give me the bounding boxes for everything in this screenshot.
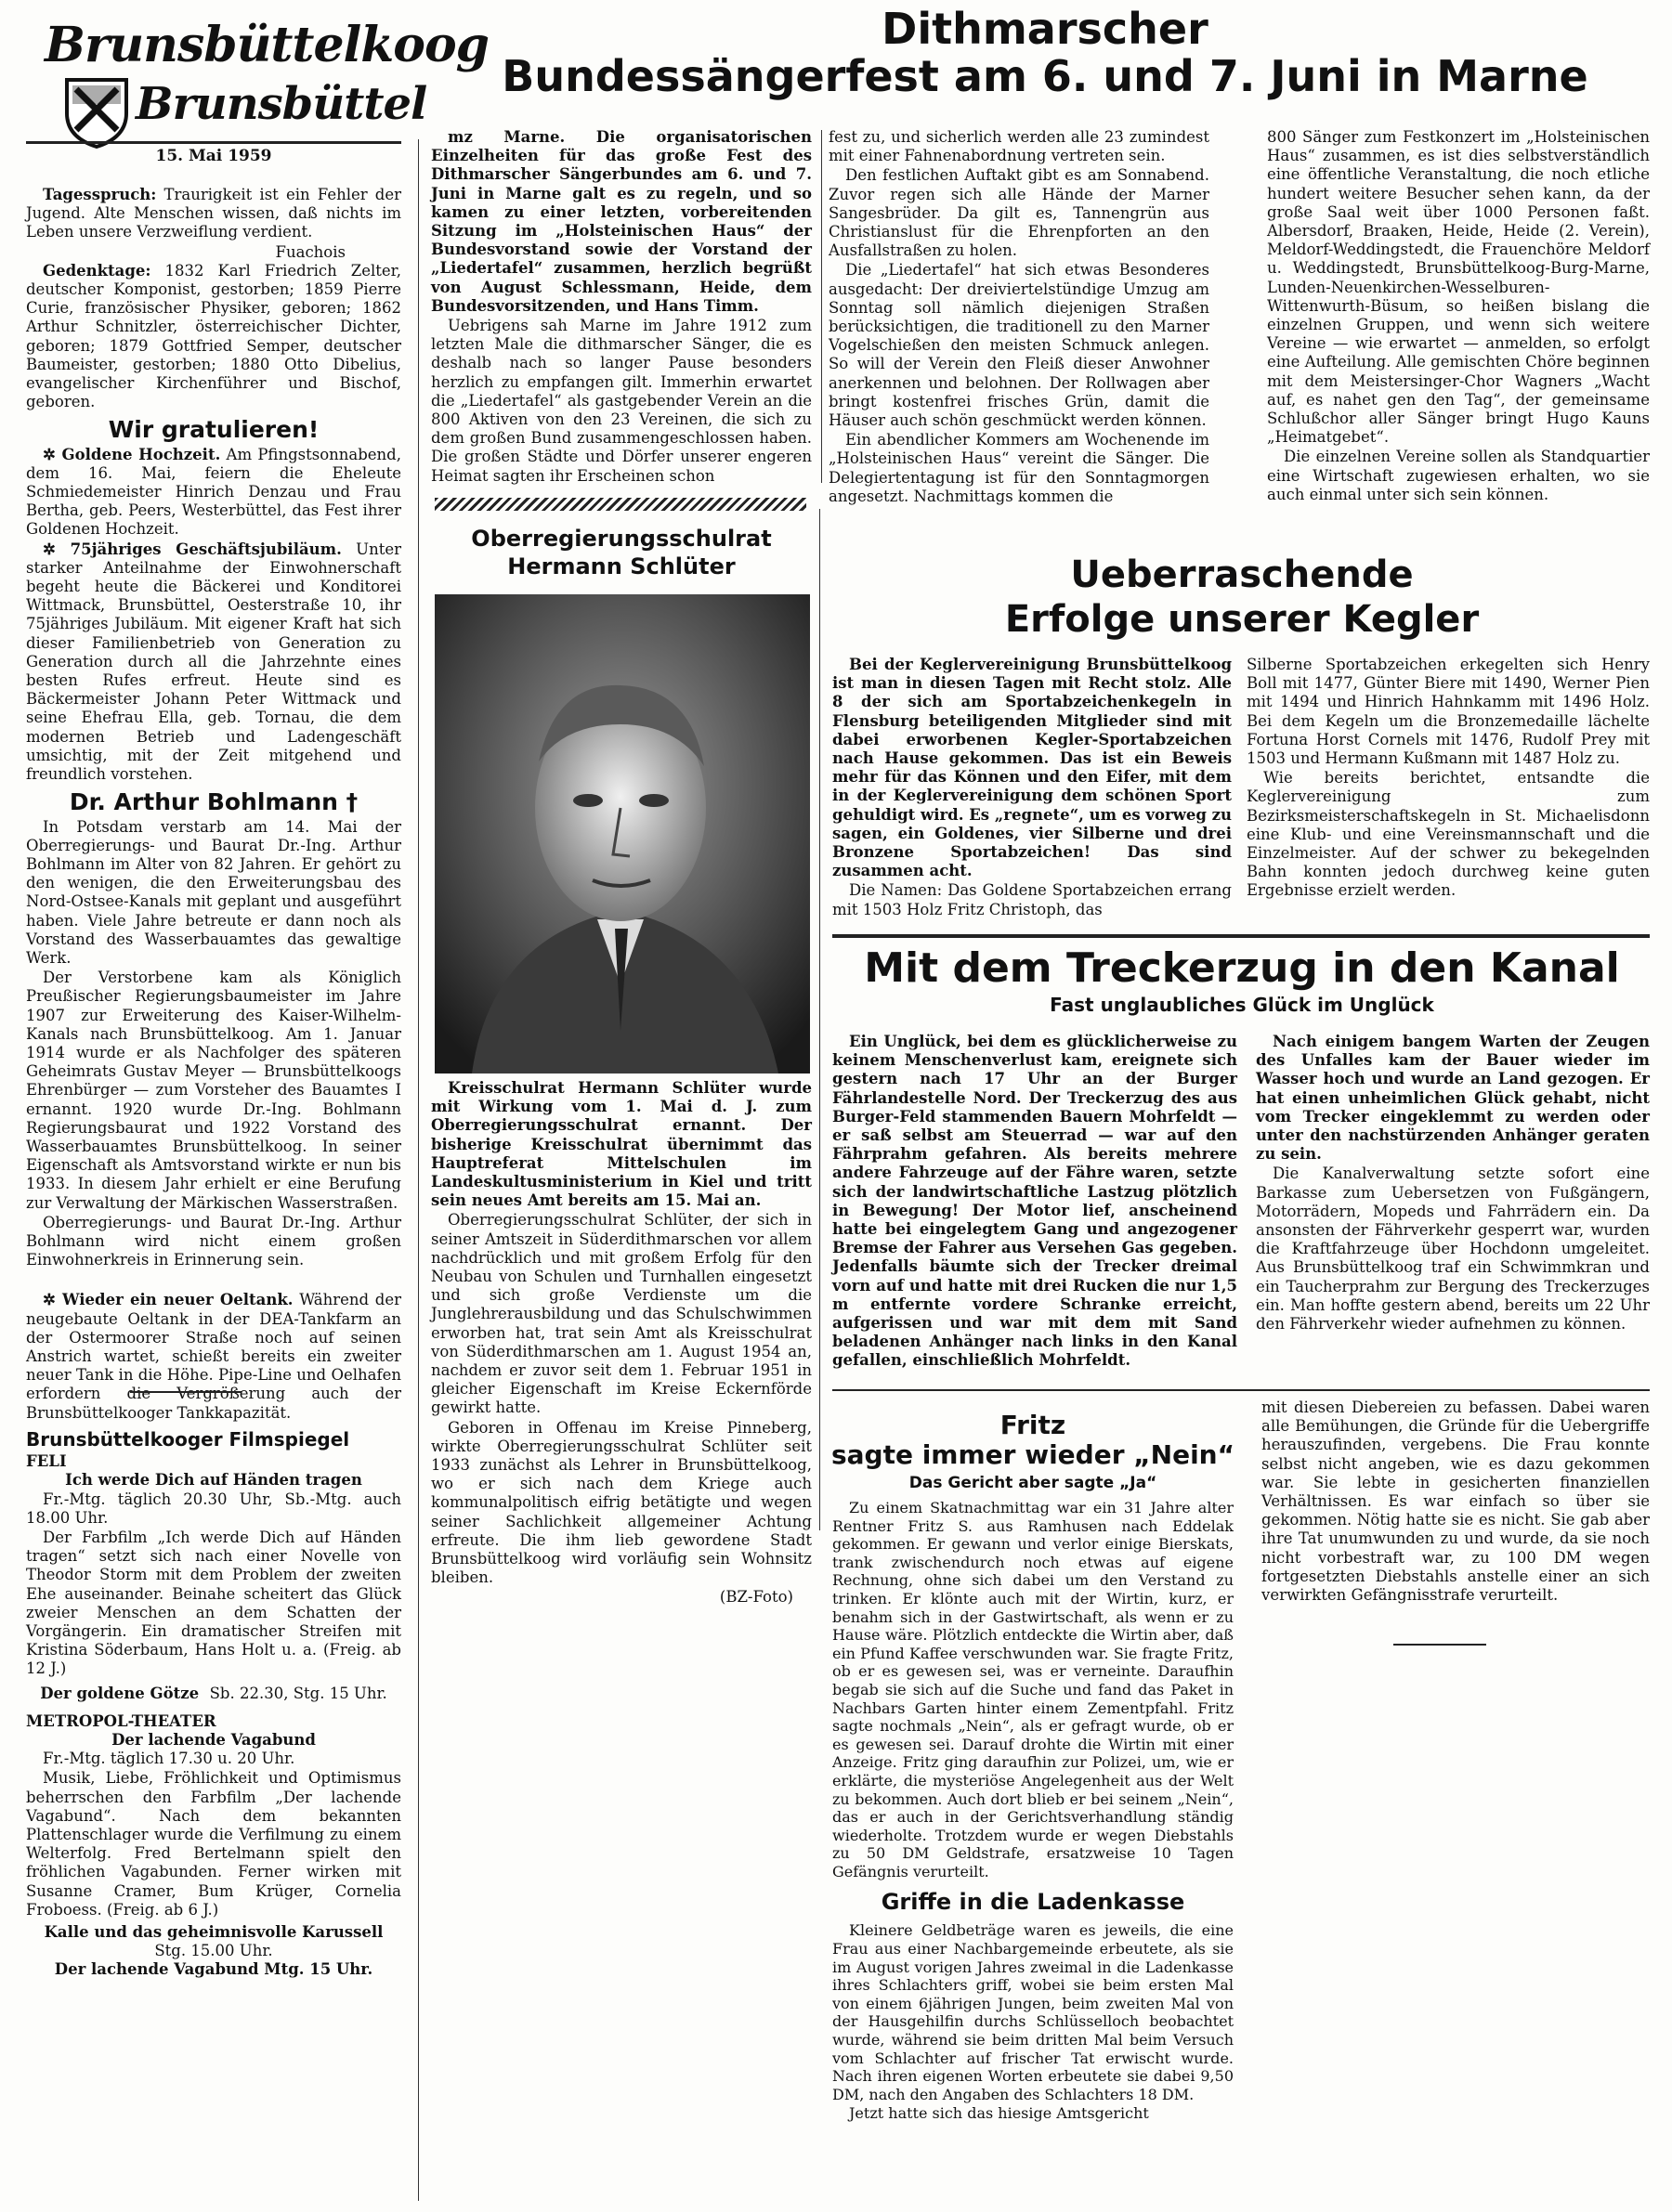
portrait-photo xyxy=(435,594,810,1073)
trecker-title: Mit dem Treckerzug in den Kanal xyxy=(864,944,1620,992)
saenger-title-2: Bundessängerfest am 6. und 7. Juni in Marne xyxy=(502,51,1588,101)
masthead xyxy=(26,17,490,165)
divider xyxy=(435,498,806,511)
schlueter-text: Kreisschulrat Hermann Schlüter wurde mit Wirkung vom 1. Mai d. J. zum Oberregierungsschulrat ernannt. Der bisherige Kreisschulrat übernimmt das Hauptreferat Mittelschulen im Landeskultusministerium in Kiel und tritt sein neues Amt bereits am 15. Mai an. Oberregierungsschulrat Schlüter, der sich in seiner Amtszeit in Süderdithmarschen vor allem nachdrücklich und mit großem Erfolg für den Neubau von Schulen und Turnhallen eingesetzt und sich große Verdienste um die Junglehrerausbildung und das Schulschwimmen erworben hat, trat sein Amt als Kreisschulrat von Süderdithmarschen am 1. August 1954 an, nachdem er zuvor seit dem 1. Februar 1951 in gleicher Eigenschaft im Kreise Eckernförde gewirkt hatte. Geboren in Offenau im Kreise Pinneberg, wirkte Oberregierungsschulrat Schlüter seit 1933 zunächst als Lehrer in Brunsbüttelkoog, wo er sich nach dem Kriege auch kommunalpolitisch eifrig betätigte und wegen seiner Sachlichkeit allgemeiner Achtung erfreute. Die ihm lieb gewordene Stadt Brunsbüttelkoog wird vorläufig sein Wohnsitz bleiben. (BZ-Foto) xyxy=(431,1079,812,1607)
kegler-col-1: Bei der Keglervereinigung Brunsbüttelkoog ist man in diesen Tagen mit Recht stolz. Alle 8 der sich am Sportabzeichenkegeln in Flensburg beteiligenden Mitglieder sind mit dabei erworbenen Kegler-Sportabzeichen nach Hause gekommen. Das ist ein Beweis mehr für das Können und den Eifer, mit dem in der Keglervereinigung dem schönen Sport gehuldigt wird. Es „regnete“, um es vorweg zu sagen, ein Goldenes, vier Silberne und drei Bronzene Sportabzeichen! Das sind zusammen acht. Die Namen: Das Goldene Sportabzeichen errang mit 1503 Holz Fritz Christoph, das xyxy=(832,656,1232,918)
heading-bohlmann: Dr. Arthur Bohlmann † xyxy=(69,788,359,816)
fritz-title-1: Fritz xyxy=(999,1410,1066,1440)
griffe-title: Griffe in die Ladenkasse xyxy=(881,1889,1185,1916)
tagesspruch-author: Fuachois xyxy=(275,242,346,261)
fritz-col-1: Zu einem Skatnachmittag war ein 31 Jahre alter Rentner Fritz S. aus Ramhusen nach Eddelak gekommen. Er gewann und verlor einige Bierskats, trank zwischendurch noch etwas auf eigene Rechnung, ohne sich dabei um den Verstand zu trinken. Er klönte auch mit der Wirtin, kurz, er benahm sich in der Gastwirtschaft, als wenn er zu Hause wäre. Plötzlich entdeckte die Wirtin aber, daß ein Pfund Kaffee verschwunden war. Sie fragte Fritz, ob er es gewesen sei, was er verneinte. Daraufhin begab sie sich auf die Suche und fand das Paket in Nachbars Garten hinter einem Zementpfahl. Fritz sagte nochmals „Nein“, als er gefragt wurde, ob er es gewesen sei. Darauf drohte die Wirtin mit einer Anzeige. Fritz ging daraufhin zur Polizei, um, wie er erklärte, die mysteriöse Angelegenheit aus der Welt zu bekommen. Auch dort blieb er bei seinem „Nein“, das er auch in der Gerichtsverhandlung ständig wiederholte. Trotzdem wurde er wegen Diebstahls zu 50 DM Geldstrafe, ersatzweise 10 Tagen Gefängnis verurteilt. Griffe in die Ladenkasse Kleinere Geldbeträge waren es jeweils, die eine Frau aus einer Nachbargemeinde erbeutete, als sie im August vorigen Jahres zweimal in die Ladenkasse ihres Schlachters griff, wobei sie beim ersten Mal von einem 6jährigen Jungen, beim zweiten Mal von der Hausgehilfin durchs Schlüsselloch beobachtet wurde, während sie beim dritten Mal beim Versuch vom Schlachter auf frischer Tat erwischt wurde. Nach ihren eigenen Worten erbeutete sie dabei 9,50 DM, nach den Angaben des Schlachters 18 DM. Jetzt hatte sich das hiesige Amtsgericht xyxy=(832,1499,1234,2123)
coat-of-arms-icon xyxy=(63,76,130,149)
schlueter-title-1: Oberregierungsschulrat xyxy=(471,526,772,552)
trecker-subtitle: Fast unglaubliches Glück im Unglück xyxy=(1050,994,1434,1016)
photo-credit: (BZ-Foto) xyxy=(719,1588,793,1607)
kegler-title-1: Ueberraschende xyxy=(1070,553,1414,596)
kegler-title-2: Erfolge unserer Kegler xyxy=(1004,598,1480,641)
saenger-col-2: fest zu, und sicherlich werden alle 23 zumindest mit einer Fahnenabordnung vertreten sein. Den festlichen Auftakt gibt es am Sonnabend. Zuvor regen sich alle Hände der Marner Sangesbrüder. Da gilt es, Tannengrün aus Christianslust für die Ehrenpforten an den Ausfallstraßen zu holen. Die „Liedertafel“ hat sich etwas Besonderes ausgedacht: Der dreiviertelstündige Umzug am Sonntag soll nämlich diejenigen Straßen berücksichtigen, die traditionell zu den Marner Vogelschießen den meisten Schmuck anlegen. So will der Verein den Fleiß dieser Anwohner anerkennen und belohnen. Der Rollwagen aber bringt kostenfrei frisches Grün, damit die Häuser auch schön geschmückt werden können. Ein abendlicher Kommers am Wochenende im „Holsteinischen Haus“ vereint die Sänger. Die Delegiertentagung ist für den Sonntagmorgen angesetzt. Nachmittags kommen die xyxy=(829,128,1209,505)
trecker-col-1: Ein Unglück, bei dem es glücklicherweise zu keinem Menschenverlust kam, ereignete sich gestern nach 17 Uhr an der Burger Fährlandestelle Nord. Der Treckerzug des aus Burger-Feld stammenden Bauern Mohrfeldt — er saß selbst am Steuerrad — war auf den Fährprahm gefahren. Als bereits mehrere andere Fahrzeuge auf der Fähre waren, setzte sich der landwirtschaftliche Lastzug plötzlich in Bewegung! Der Motor lief, anscheinend hatte bei eingelegtem Gang und angezogener Bremse der Fahrer aus Versehen Gas gegeben. Jedenfalls bäumte sich der Trecker dreimal vorn auf und hatte mit drei Rucken die nur 1,5 m entfernte vordere Schranke erreicht, aufgerissen und war mit dem mit Sand beladenen Anhänger nach links in den Kanal gefallen, einschließlich Mohrfeldt. xyxy=(832,1033,1237,1370)
masthead-town-2: Brunsbüttel xyxy=(136,78,427,130)
masthead-town-1: Brunsbüttelkoog xyxy=(45,17,490,73)
left-column: Tagesspruch: Traurigkeit ist ein Fehler der Jugend. Alte Menschen wissen, daß nichts im Leben unsere Verzweiflung verdient. Fuachois Gedenktage: 1832 Karl Friedrich Zelter, deutscher Komponist, gestorben; 1859 Pierre Curie, französischer Physiker, geboren; 1862 Arthur Schnitzler, österreichischer Dichter, geboren; 1879 Gottfried Semper, deutscher Baumeister, gestorben; 1880 Otto Dibelius, evangelischer Kirchenführer und Bischof, geboren. Wir gratulieren! ✲ Goldene Hochzeit. Am Pfingstsonnabend, dem 16. Mai, feiern die Eheleute Schmiedemeister Hinrich Denzau und Frau Bertha, geb. Peers, Westerbüttel, das Fest ihrer Goldenen Hochzeit. ✲ 75jähriges Geschäftsjubiläum. Unter starker Anteilnahme der Einwohnerschaft begeht heute die Bäckerei und Konditorei Wittmack, Brunsbüttel, Oesterstraße 10, ihr 75jähriges Jubiläum. Mit eigener Kraft hat sich dieser Familienbetrieb von Generation zu Generation durch all die Jahrzehnte eines besten Rufes erfreut. Heute sind es Bäckermeister Johann Peter Wittmack und seine Ehefrau Ella, geb. Tornau, die dem modernen Betrieb und Ladengeschäft umsichtig, mit der Zeit mitgehend und freundlich vorstehen. Dr. Arthur Bohlmann † In Potsdam verstarb am 14. Mai der Oberregierungs- und Baurat Dr.-Ing. Arthur Bohlmann im Alter von 82 Jahren. Er gehört zu den wenigen, die den Erweiterungsbau des Nord-Ostsee-Kanals mit geplant und ausgeführt haben. Viele Jahre betreute er dann noch als Vorstand des Wasserbauamtes das gewaltige Werk. Der Verstorbene kam als Königlich Preußischer Regierungsbaumeister im Jahre 1907 zur Erweiterung des Kaiser-Wilhelm-Kanals nach Brunsbüttelkoog. Am 1. Januar 1914 wurde er als Nachfolger des späteren Geheimrats Gustav Meyer — Brunsbüttelkoogs Ehrenbürger — zum Vorsteher des Bauamtes I ernannt. 1920 wurde Dr.-Ing. Bohlmann Regierungsbaurat und 1922 Vorstand des Wasserbauamtes Brunsbüttelkoog. In seiner Eigenschaft als Amtsvorstand wirkte er nun bis 1933. In diesem Jahr erhielt er eine Berufung zur Verwaltung der Märkischen Wasserstraßen. Oberregierungs- und Baurat Dr.-Ing. Arthur Bohlmann wird nicht einem großen Einwohnerkreis in Erinnerung sein. ✲ Wieder ein neuer Oeltank. Während der neugebaute Oeltank in der DEA-Tankfarm an der Ostermoorer Straße noch auf seinen Anstrich wartet, schießt bereits ein zweiter neuer Tank in die Höhe. Pipe-Line und Oelhafen erfordern die Vergrößerung auch der Brunsbüttelkooger Tankkapazität. xyxy=(26,186,402,1422)
saenger-title-1: Dithmarscher xyxy=(882,4,1208,54)
filmspiegel-title: Brunsbüttelkooger Filmspiegel xyxy=(26,1428,350,1451)
saenger-col-3: 800 Sänger zum Festkonzert im „Holsteinischen Haus“ zusammen, es ist dies selbstverständlich eine öffentliche Veranstaltung, die noch etliche hundert weitere Besucher sehen kann, da der große Saal weit über 1000 Personen faßt. Albersdorf, Braaken, Heide, Heide (2. Verein), Meldorf-Weddingstedt, die Frauenchöre Meldorf u. Weddingstedt, Brunsbüttelkoog-Burg-Marne, Lunden-Neuenkirchen-Wesselburen-Wittenwurth-Büsum, so heißen bislang die einzelnen Gruppen, und wenn sich weitere Vereine — wie erwartet — anmelden, so erfolgt eine Aufteilung. Alle gemischten Chöre beginnen mit dem Meistersinger-Chor Wagners „Wacht auf, es nahet gen den Tag“, der gemeinsame Schlußchor aller Sänger bringt Hugo Kauns „Heimatgebet“. Die einzelnen Vereine sollen als Standquartier eine Wirtschaft zugewiesen erhalten, wo sie auch einmal unter sich sein können. xyxy=(1267,128,1650,503)
heading-gratulieren: Wir gratulieren! xyxy=(108,416,320,444)
trecker-col-2: Nach einigem bangem Warten der Zeugen des Unfalles kam der Bauer wieder im Wasser hoch und wurde an Land gezogen. Er hat einen unheimlichen Glück gehabt, nicht vom Trecker eingeklemmt zu werden oder unter den nachstürzenden Anhänger geraten zu sein. Die Kanalverwaltung setzte sofort eine Barkasse zum Uebersetzen von Fußgängern, Motorrädern, Mopeds und Fahrrädern ein. Da ansonsten der Fährverkehr gesperrt war, wurden die Kraftfahrzeuge über Hochdonn umgeleitet. Aus Brunsbüttelkoog traf ein Schwimmkran und ein Taucherprahm zur Bergung des Treckerzuges ein. Man hoffte gestern abend, bereits um 22 Uhr den Fährverkehr wieder aufnehmen zu können. xyxy=(1256,1033,1650,1334)
schlueter-title-2: Hermann Schlüter xyxy=(507,553,736,579)
kegler-col-2: Silberne Sportabzeichen erkegelten sich Henry Boll mit 1477, Günter Biere mit 1490, Werner Pien mit 1494 und Hinrich Hahnkamm mit 1496 Holz. Bei dem Kegeln um die Bronzemedaille lächelte Fortuna Horst Cornels mit 1476, Rudolf Prey mit 1503 und Hermann Kußmann mit 1487 Holz zu. Wie bereits berichtet, entsandte die Keglervereinigung zum Bezirksmeisterschaftskegeln in St. Michaelisdonn eine Klub- und eine Vereinsmannschaft und die Einzelmeister. Auf der schwer zu bekegelnden Bahn konnten jedoch durchweg keine guten Ergebnisse erzielt werden. xyxy=(1247,656,1650,900)
saenger-col-1: mz Marne. Die organisatorischen Einzelheiten für das große Fest des Dithmarscher Sängerbundes am 6. und 7. Juni in Marne galt es zu regeln, und so kamen zu einer letzten, vorbereitenden Sitzung im „Holsteinischen Haus“ der Bundesvorstand sowie der Vorstand der „Liedertafel“ zusammen, herzlich begrüßt von August Schlessmann, Heide, dem Bundesvorsitzenden, und Hans Timm. Uebrigens sah Marne im Jahre 1912 zum letzten Male die dithmarscher Sänger, die es deshalb nach so langer Pause besonders herzlich zu empfangen gilt. Immerhin erwartet die „Liedertafel“ als gastgebender Verein an die 800 Aktiven von den 23 Vereinen, die sich zu dem großen Bund zusammengeschlossen haben. Die großen Städte und Dörfer unserer engeren Heimat sagten ihr Erscheinen schon xyxy=(431,128,812,485)
fritz-title-2: sagte immer wieder „Nein“ xyxy=(830,1439,1235,1470)
filmspiegel: Brunsbüttelkooger Filmspiegel FELI Ich werde Dich auf Händen tragen Fr.-Mtg. täglich 20.30 Uhr, Sb.-Mtg. auch 18.00 Uhr. Der Farbfilm „Ich werde Dich auf Händen tragen“ setzt sich nach einer Novelle von Theodor Storm mit dem Problem der zweiten Ehe auseinander. Beinahe scheitert das Glück zweier Menschen an dem Schatten der Vorgängerin. Ein dramatischer Streifen mit Kristina Söderbaum, Hans Holt u. a. (Freig. ab 12 J.) Der goldene Götze Sb. 22.30, Stg. 15 Uhr. METROPOL-THEATER Der lachende Vagabund Fr.-Mtg. täglich 17.30 u. 20 Uhr. Musik, Liebe, Fröhlichkeit und Optimismus beherrschen den Farbfilm „Der lachende Vagabund“. Nach dem bekannten Plattenschlager wurde die Verfilmung zu einem Welterfolg. Fred Bertelmann spielt den fröhlichen Vagabunden. Ferner wirken mit Susanne Cramer, Bum Krüger, Cornelia Froboess. (Freig. ab 6 J.) Kalle und das geheimnisvolle Karussell Stg. 15.00 Uhr. Der lachende Vagabund Mtg. 15 Uhr. xyxy=(26,1428,401,1979)
masthead-date: 15. Mai 1959 xyxy=(155,147,272,165)
fritz-subtitle: Das Gericht aber sagte „Ja“ xyxy=(908,1474,1157,1492)
fritz-col-2: mit diesen Diebereien zu befassen. Dabei waren alle Bemühungen, die Gründe für die Uebergriffe herauszufinden, vergebens. Die Frau konnte selbst nicht angeben, wie es dazu gekommen war. Sie lebte in gesicherten finanziellen Verhältnissen. Es war einfach so über sie gekommen. Nötig hatte sie es nicht. Sie gab aber ihre Tat unumwunden zu und wurde, da sie noch nicht vorbestraft war, zu 100 DM wegen fortgesetzten Diebstahls anstelle einer an sich verwirkten Gefängnisstrafe verurteilt. xyxy=(1261,1399,1650,1605)
